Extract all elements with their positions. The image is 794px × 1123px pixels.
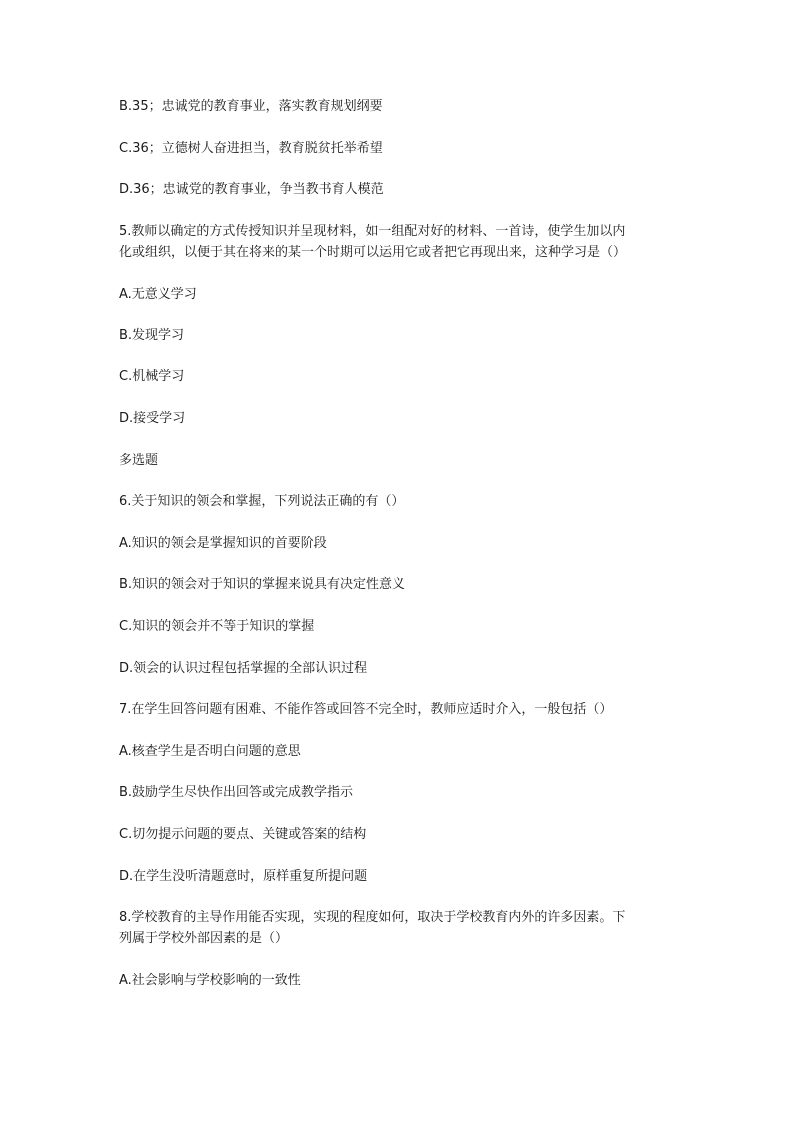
- question-8-line-2: 列属于学校外部因素的是（）: [119, 931, 289, 946]
- option-a-q5: A.无意义学习: [119, 287, 197, 302]
- question-8-line-1: 8.学校教育的主导作用能否实现，实现的程度如何，取决于学校教育内外的许多因素。下: [119, 910, 626, 925]
- question-5-line-2: 化或组织，以便于其在将来的某一个时期可以运用它或者把它再现出来，这种学习是（）: [119, 245, 627, 260]
- question-7: 7.在学生回答问题有困难、不能作答或回答不完全时，教师应适时介入，一般包括（）: [119, 702, 613, 717]
- option-c-q5: C.机械学习: [119, 369, 185, 384]
- option-c-q4: C.36；立德树人奋进担当，教育脱贫托举希望: [119, 141, 383, 156]
- section-heading-multiple-choice: 多选题: [119, 453, 159, 468]
- option-c-q6: C.知识的领会并不等于知识的掌握: [119, 619, 315, 634]
- option-d-q7: D.在学生没听清题意时，原样重复所提问题: [119, 869, 368, 884]
- option-d-q4: D.36；忠诚党的教育事业，争当教书育人模范: [119, 182, 384, 197]
- option-b-q6: B.知识的领会对于知识的掌握来说具有决定性意义: [119, 577, 406, 592]
- option-b-q7: B.鼓励学生尽快作出回答或完成教学指示: [119, 785, 354, 800]
- option-b-q5: B.发现学习: [119, 328, 185, 343]
- option-b-q4: B.35；忠诚党的教育事业，落实教育规划纲要: [119, 99, 383, 114]
- option-a-q7: A.核查学生是否明白问题的意思: [119, 744, 301, 759]
- option-d-q5: D.接受学习: [119, 411, 186, 426]
- question-5-line-1: 5.教师以确定的方式传授知识并呈现材料，如一组配对好的材料、一首诗，使学生加以内: [119, 224, 626, 239]
- option-d-q6: D.领会的认识过程包括掌握的全部认识过程: [119, 661, 368, 676]
- option-a-q6: A.知识的领会是掌握知识的首要阶段: [119, 536, 327, 551]
- option-a-q8: A.社会影响与学校影响的一致性: [119, 973, 301, 988]
- option-c-q7: C.切勿提示问题的要点、关键或答案的结构: [119, 827, 367, 842]
- question-6: 6.关于知识的领会和掌握，下列说法正确的有（）: [119, 494, 405, 509]
